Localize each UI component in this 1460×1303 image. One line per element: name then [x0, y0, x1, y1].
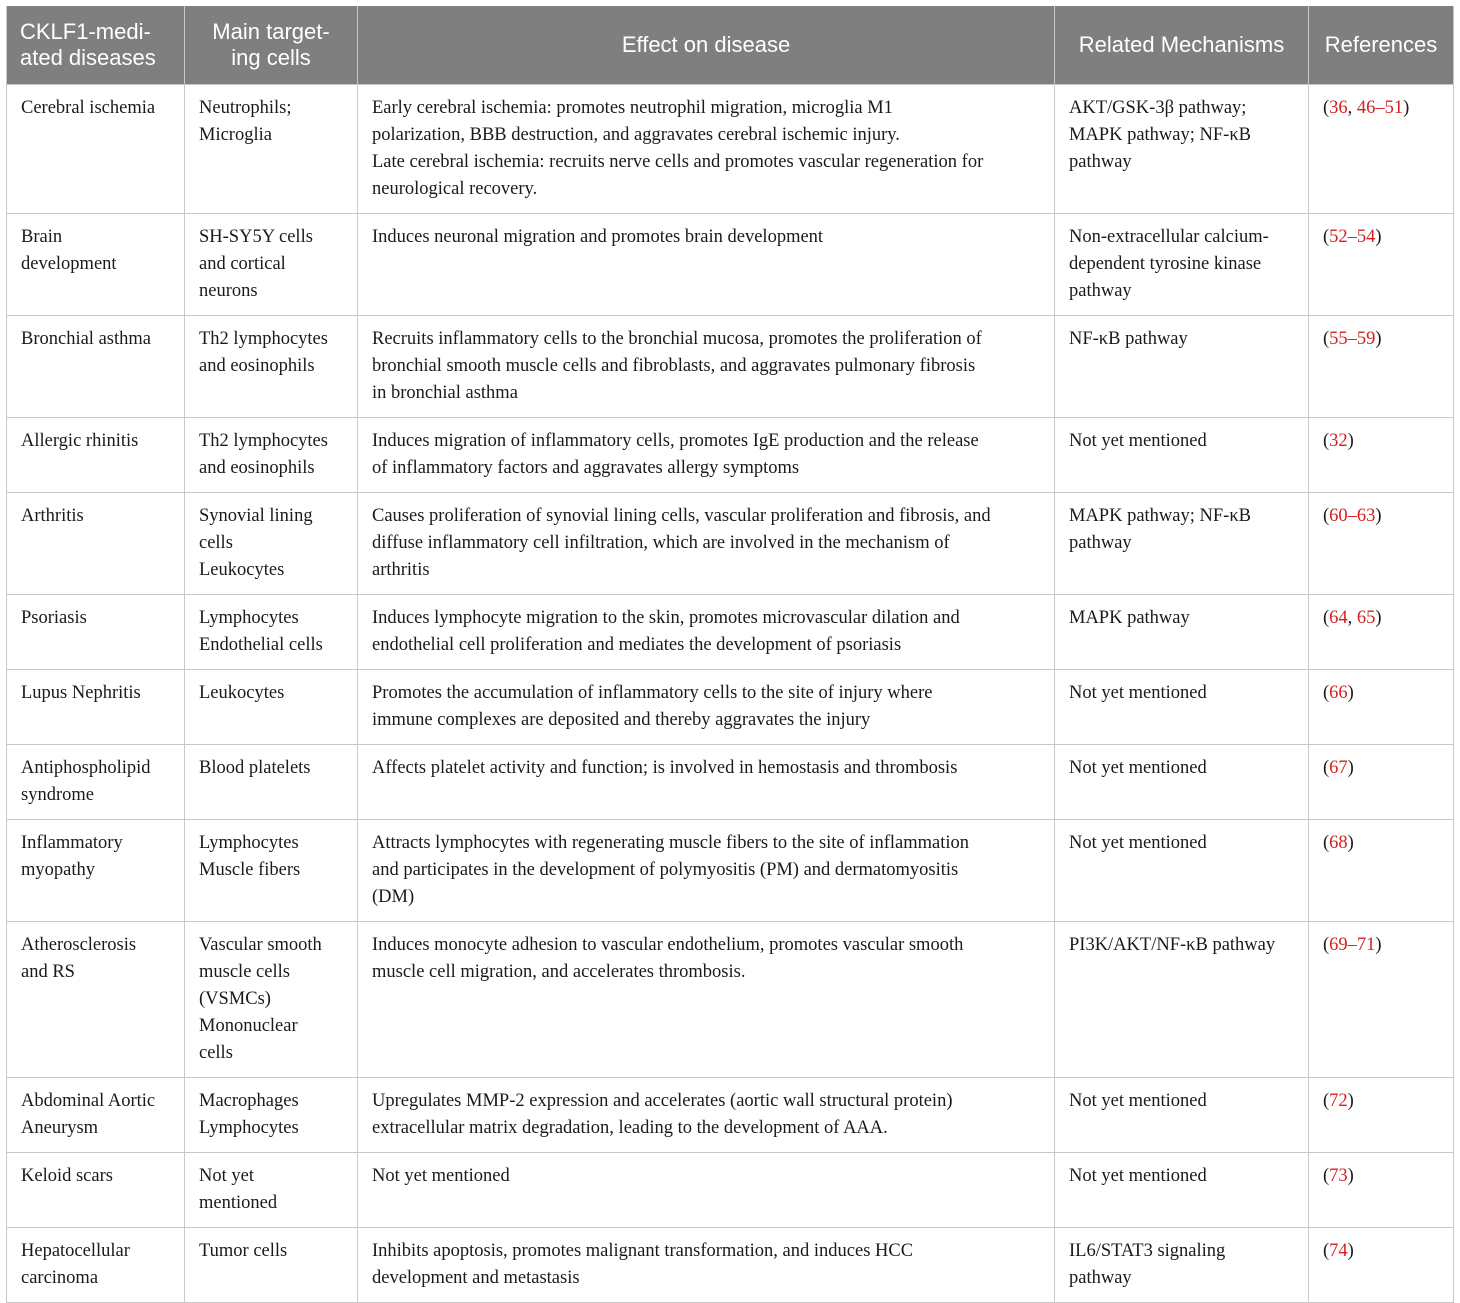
effect-cell: Recruits inflammatory cells to the bronchial mucosa, promotes the proliferation of bronchial smooth muscle cells and fibroblasts, and aggravates pulmonary fibrosis in bronchial asthma [358, 315, 1055, 417]
mechanism-cell: Not yet mentioned [1055, 819, 1309, 921]
effect-cell: Induces lymphocyte migration to the skin, promotes microvascular dilation and endothelial cell proliferation and mediates the development of psoriasis [358, 594, 1055, 669]
reference-link[interactable]: 65 [1356, 607, 1376, 628]
ref-paren-open: ( [1323, 682, 1330, 703]
references-cell [1309, 1152, 1454, 1227]
ref-separator: , [1347, 607, 1357, 628]
target-cells-cell: Vascular smooth muscle cells (VSMCs) Mononuclear cells [185, 921, 358, 1077]
references-cell [1309, 315, 1454, 417]
ref-paren-open: ( [1323, 1090, 1330, 1111]
reference-link[interactable]: 52–54 [1329, 226, 1376, 247]
table-row [7, 1227, 1454, 1302]
reference-link[interactable]: 46–51 [1356, 97, 1404, 118]
table-row [7, 213, 1454, 315]
mechanism-cell: PI3K/AKT/NF-κB pathway [1055, 921, 1309, 1077]
ref-paren-open: ( [1323, 97, 1330, 118]
mechanism-cell: Not yet mentioned [1055, 1152, 1309, 1227]
disease-cell: Atherosclerosis and RS [7, 921, 185, 1077]
reference-link[interactable]: 74 [1329, 1240, 1348, 1261]
ref-paren-close: ) [1375, 505, 1382, 526]
reference-link[interactable]: 64 [1329, 607, 1348, 628]
mechanism-cell: MAPK pathway; NF-κB pathway [1055, 492, 1309, 594]
target-cells-cell: Th2 lymphocytes and eosinophils [185, 315, 358, 417]
header-target-cells: Main target- ing cells [185, 6, 358, 84]
ref-paren-close: ) [1347, 832, 1354, 853]
ref-paren-open: ( [1323, 607, 1330, 628]
disease-cell: Brain development [7, 213, 185, 315]
effect-cell: Causes proliferation of synovial lining cells, vascular proliferation and fibrosis, and diffuse inflammatory cell infiltration, which are involved in the mechanism of arthritis [358, 492, 1055, 594]
references-cell [1309, 594, 1454, 669]
mechanism-cell: IL6/STAT3 signaling pathway [1055, 1227, 1309, 1302]
ref-paren-close: ) [1347, 757, 1354, 778]
disease-table [6, 6, 1454, 1303]
ref-paren-close: ) [1347, 1090, 1354, 1111]
table-row [7, 492, 1454, 594]
ref-paren-open: ( [1323, 505, 1330, 526]
table-row [7, 417, 1454, 492]
table-row [7, 1152, 1454, 1227]
effect-cell: Induces monocyte adhesion to vascular endothelium, promotes vascular smooth muscle cell migration, and accelerates thrombosis. [358, 921, 1055, 1077]
disease-cell: Keloid scars [7, 1152, 185, 1227]
table-row [7, 669, 1454, 744]
disease-cell: Cerebral ischemia [7, 84, 185, 213]
disease-cell: Hepatocellular carcinoma [7, 1227, 185, 1302]
table-row [7, 921, 1454, 1077]
mechanism-cell: AKT/GSK-3β pathway; MAPK pathway; NF-κB pathway [1055, 84, 1309, 213]
effect-cell: Upregulates MMP-2 expression and accelerates (aortic wall structural protein) extracellular matrix degradation, leading to the development of AAA. [358, 1077, 1055, 1152]
references-cell [1309, 84, 1454, 213]
disease-cell: Bronchial asthma [7, 315, 185, 417]
ref-paren-close: ) [1375, 328, 1382, 349]
references-cell [1309, 492, 1454, 594]
header-effect: Effect on disease [358, 6, 1055, 84]
ref-paren-close: ) [1375, 607, 1382, 628]
references-cell [1309, 744, 1454, 819]
references-cell [1309, 213, 1454, 315]
ref-paren-open: ( [1323, 1240, 1330, 1261]
reference-link[interactable]: 32 [1329, 430, 1348, 451]
effect-cell: Early cerebral ischemia: promotes neutrophil migration, microglia M1 polarization, BBB destruction, and aggravates cerebral ischemic injury. Late cerebral ischemia: recruits nerve cells and promotes vascular regeneration for neurological recovery. [358, 84, 1055, 213]
table-row [7, 315, 1454, 417]
effect-cell: Induces migration of inflammatory cells, promotes IgE production and the release of inflammatory factors and aggravates allergy symptoms [358, 417, 1055, 492]
target-cells-cell: Leukocytes [185, 669, 358, 744]
mechanism-cell: Not yet mentioned [1055, 1077, 1309, 1152]
table-row [7, 84, 1454, 213]
table-row [7, 1077, 1454, 1152]
target-cells-cell: Blood platelets [185, 744, 358, 819]
disease-cell: Psoriasis [7, 594, 185, 669]
reference-link[interactable]: 60–63 [1329, 505, 1376, 526]
reference-link[interactable]: 68 [1329, 832, 1348, 853]
reference-link[interactable]: 66 [1329, 682, 1348, 703]
target-cells-cell: Synovial lining cells Leukocytes [185, 492, 358, 594]
mechanism-cell: Not yet mentioned [1055, 417, 1309, 492]
reference-link[interactable]: 36 [1329, 97, 1348, 118]
ref-paren-close: ) [1375, 226, 1382, 247]
target-cells-cell: Macrophages Lymphocytes [185, 1077, 358, 1152]
mechanism-cell: Non-extracellular calcium- dependent tyrosine kinase pathway [1055, 213, 1309, 315]
target-cells-cell: Not yet mentioned [185, 1152, 358, 1227]
effect-cell: Affects platelet activity and function; is involved in hemostasis and thrombosis [358, 744, 1055, 819]
header-row [7, 6, 1454, 84]
table-row [7, 744, 1454, 819]
ref-paren-close: ) [1347, 1165, 1354, 1186]
ref-paren-open: ( [1323, 757, 1330, 778]
disease-cell: Abdominal Aortic Aneurysm [7, 1077, 185, 1152]
ref-paren-close: ) [1347, 682, 1354, 703]
target-cells-cell: Lymphocytes Muscle fibers [185, 819, 358, 921]
disease-cell: Inflammatory myopathy [7, 819, 185, 921]
references-cell [1309, 417, 1454, 492]
header-references: References [1309, 6, 1454, 84]
ref-paren-open: ( [1323, 934, 1330, 955]
disease-cell: Allergic rhinitis [7, 417, 185, 492]
table-body [7, 84, 1454, 1302]
reference-link[interactable]: 72 [1329, 1090, 1348, 1111]
effect-cell: Inhibits apoptosis, promotes malignant transformation, and induces HCC development and metastasis [358, 1227, 1055, 1302]
header-disease: CKLF1-medi- ated diseases [7, 6, 185, 84]
mechanism-cell: Not yet mentioned [1055, 669, 1309, 744]
table-row [7, 819, 1454, 921]
disease-cell: Arthritis [7, 492, 185, 594]
target-cells-cell: SH-SY5Y cells and cortical neurons [185, 213, 358, 315]
header-mechanisms: Related Mechanisms [1055, 6, 1309, 84]
references-cell [1309, 1227, 1454, 1302]
effect-cell: Induces neuronal migration and promotes brain development [358, 213, 1055, 315]
ref-paren-open: ( [1323, 328, 1330, 349]
ref-paren-close: ) [1347, 430, 1354, 451]
ref-paren-close: ) [1347, 1240, 1354, 1261]
disease-cell: Lupus Nephritis [7, 669, 185, 744]
reference-link[interactable]: 55–59 [1329, 328, 1376, 349]
ref-separator: , [1347, 97, 1357, 118]
ref-paren-open: ( [1323, 832, 1330, 853]
reference-link[interactable]: 73 [1329, 1165, 1348, 1186]
ref-paren-open: ( [1323, 226, 1330, 247]
target-cells-cell: Neutrophils; Microglia [185, 84, 358, 213]
target-cells-cell: Lymphocytes Endothelial cells [185, 594, 358, 669]
ref-paren-close: ) [1375, 934, 1382, 955]
mechanism-cell: NF-κB pathway [1055, 315, 1309, 417]
effect-cell: Promotes the accumulation of inflammatory cells to the site of injury where immune complexes are deposited and thereby aggravates the injury [358, 669, 1055, 744]
effect-cell: Not yet mentioned [358, 1152, 1055, 1227]
effect-cell: Attracts lymphocytes with regenerating muscle fibers to the site of inflammation and participates in the development of polymyositis (PM) and dermatomyositis (DM) [358, 819, 1055, 921]
references-cell [1309, 669, 1454, 744]
ref-paren-close: ) [1403, 97, 1410, 118]
ref-paren-open: ( [1323, 430, 1330, 451]
table-row [7, 594, 1454, 669]
disease-cell: Antiphospholipid syndrome [7, 744, 185, 819]
mechanism-cell: Not yet mentioned [1055, 744, 1309, 819]
ref-paren-open: ( [1323, 1165, 1330, 1186]
reference-link[interactable]: 69–71 [1329, 934, 1376, 955]
references-cell [1309, 921, 1454, 1077]
references-cell [1309, 819, 1454, 921]
references-cell [1309, 1077, 1454, 1152]
target-cells-cell: Th2 lymphocytes and eosinophils [185, 417, 358, 492]
target-cells-cell: Tumor cells [185, 1227, 358, 1302]
reference-link[interactable]: 67 [1329, 757, 1348, 778]
mechanism-cell: MAPK pathway [1055, 594, 1309, 669]
